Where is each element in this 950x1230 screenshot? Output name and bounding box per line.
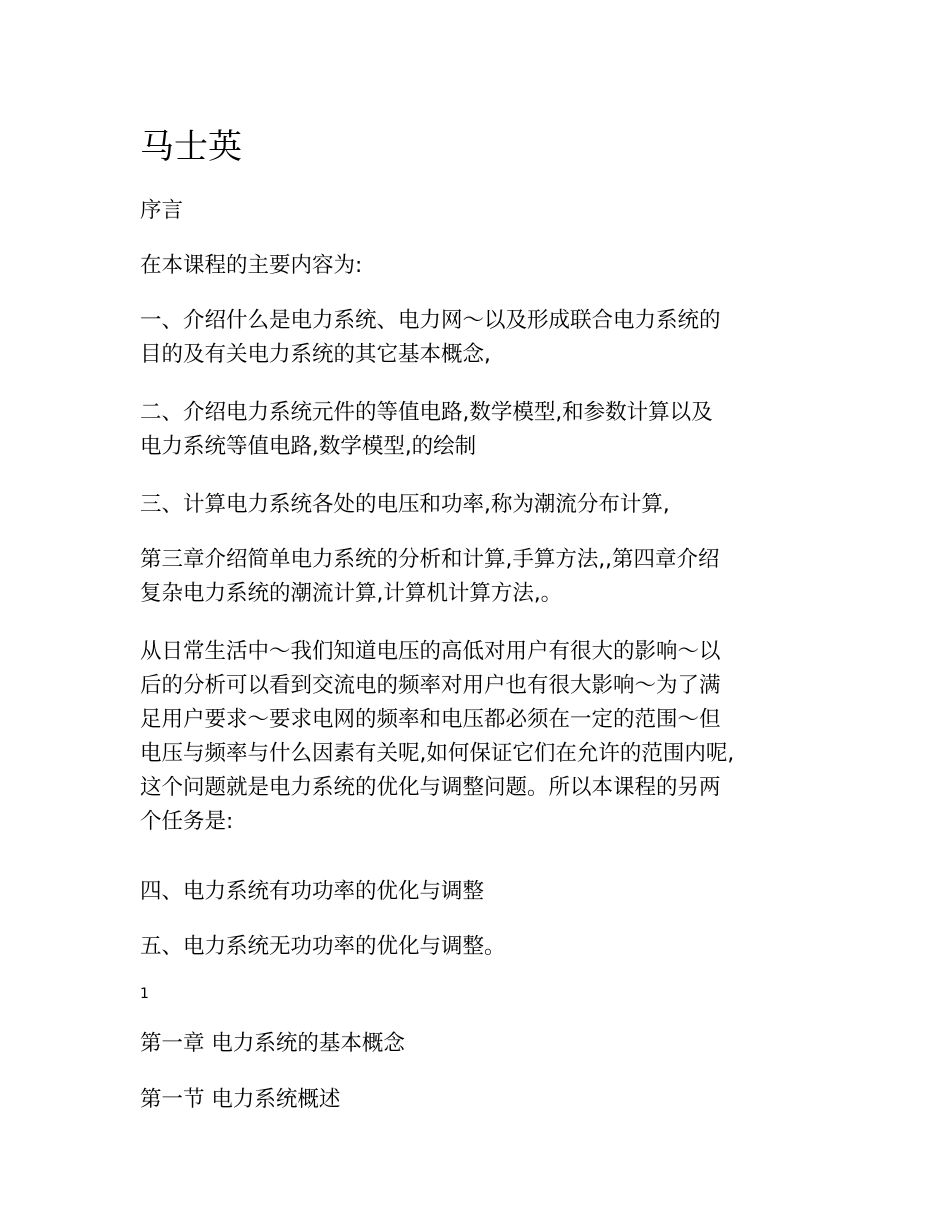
chapters-note-line-1: 第三章介绍简单电力系统的分析和计算,手算方法,,第四章介绍: [140, 547, 720, 572]
list-item-2: [140, 396, 820, 464]
list-item-4: 四、电力系统有功功率的优化与调整: [140, 879, 485, 904]
list-item-1: [140, 304, 820, 372]
intro-text: 在本课程的主要内容为:: [140, 253, 363, 278]
body-paragraph-line-1: 从日常生活中～我们知道电压的高低对用户有很大的影响～以: [140, 639, 721, 664]
list-item-1-line-2: 目的及有关电力系统的其它基本概念,: [140, 342, 491, 367]
list-item-2-line-2: 电力系统等值电路,数学模型,的绘制: [140, 434, 477, 459]
chapter-heading: 第一章 电力系统的基本概念: [140, 1031, 405, 1056]
list-item-5: 五、电力系统无功功率的优化与调整。: [140, 934, 506, 959]
page-number: 1: [140, 986, 149, 1002]
section-heading: 第一节 电力系统概述: [140, 1087, 341, 1112]
list-item-3: 三、计算电力系统各处的电压和功率,称为潮流分布计算,: [140, 492, 670, 517]
body-paragraph-line-6: 个任务是:: [140, 809, 234, 834]
body-paragraph-line-4: 电压与频率与什么因素有关呢,如何保证它们在允许的范围内呢,: [140, 741, 735, 766]
body-paragraph-line-3: 足用户要求～要求电网的频率和电压都必须在一定的范围～但: [140, 707, 721, 732]
preface-heading: 序言: [140, 198, 184, 223]
body-paragraph-line-2: 后的分析可以看到交流电的频率对用户也有很大影响～为了满: [140, 673, 721, 698]
document-title: 马士英: [140, 127, 242, 167]
body-paragraph-line-5: 这个问题就是电力系统的优化与调整问题。所以本课程的另两: [140, 775, 721, 800]
chapters-note-line-2: 复杂电力系统的潮流计算,计算机计算方法,。: [140, 581, 563, 606]
body-paragraph: [140, 635, 820, 839]
list-item-2-line-1: 二、介绍电力系统元件的等值电路,数学模型,和参数计算以及: [140, 400, 713, 425]
chapters-note: [140, 543, 820, 611]
list-item-1-line-1: 一、介绍什么是电力系统、电力网～以及形成联合电力系统的: [140, 308, 721, 333]
